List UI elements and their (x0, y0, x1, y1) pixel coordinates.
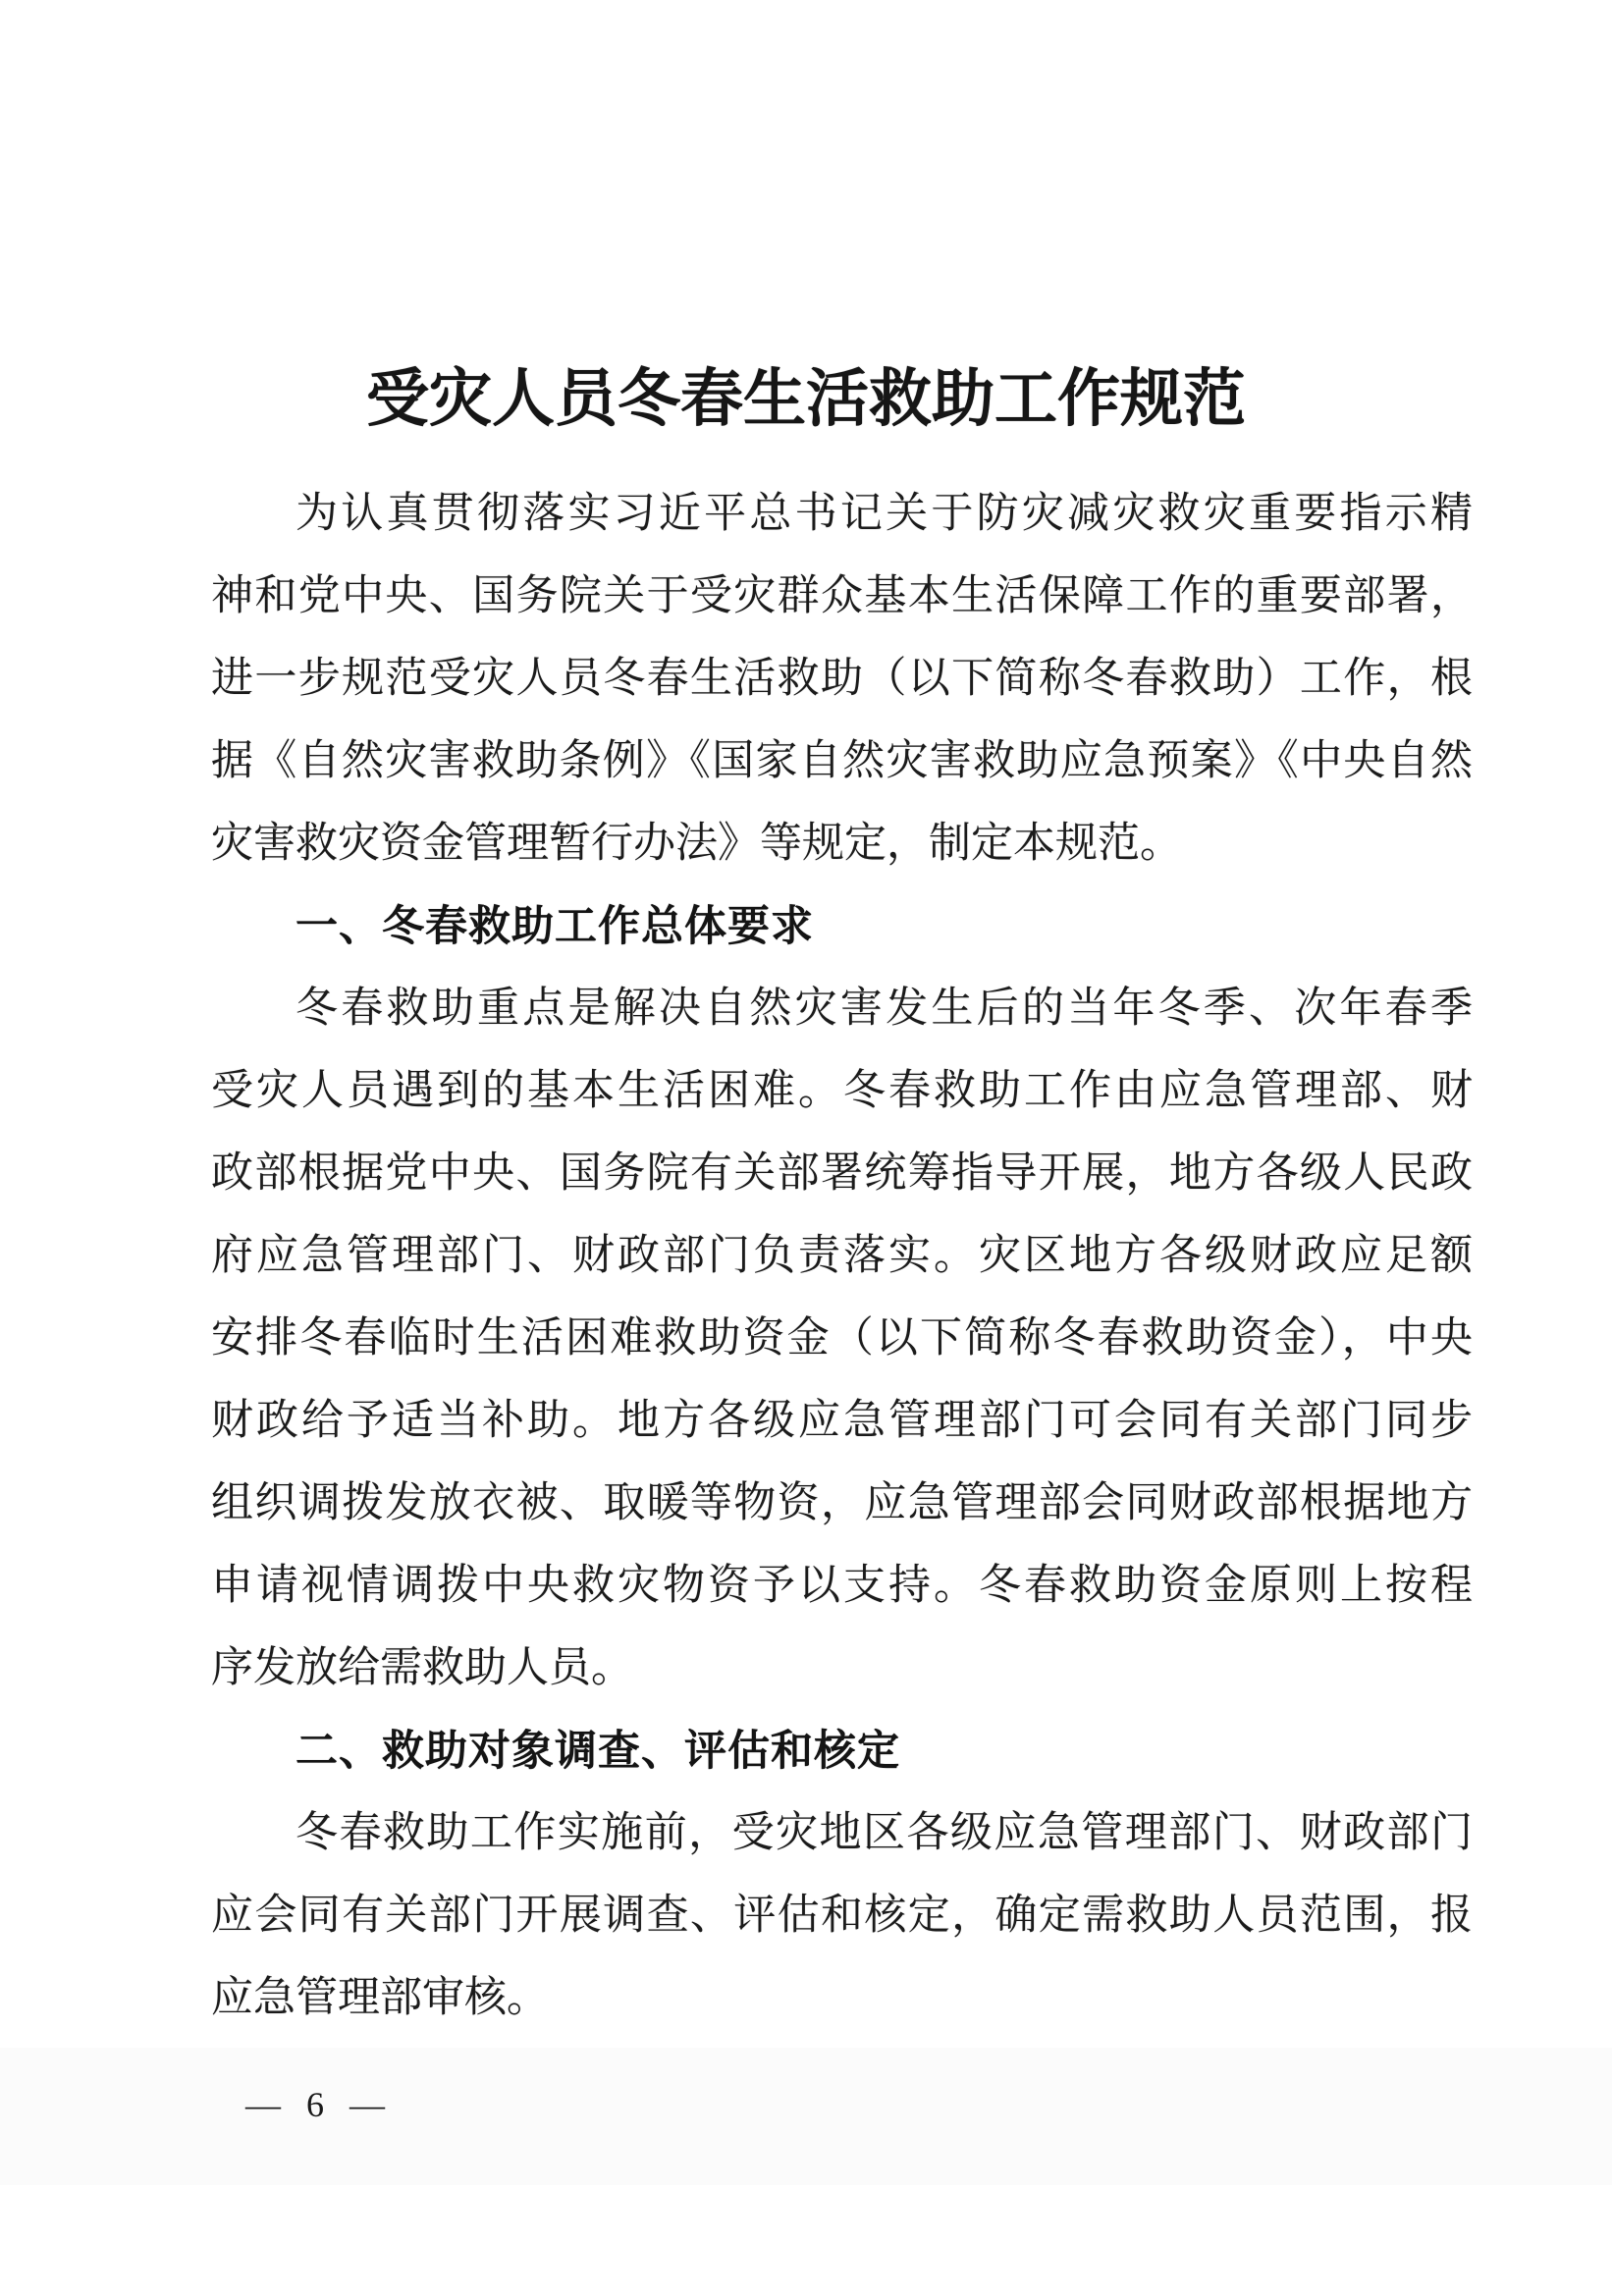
text-line: 应会同有关部门开展调查、评估和核定，确定需救助人员范围，报 (211, 1893, 1473, 1939)
text-line: 神和党中央、国务院关于受灾群众基本生活保障工作的重要部署， (211, 573, 1473, 619)
page-footer (245, 2087, 385, 2122)
text-line: 受灾人员遇到的基本生活困难。冬春救助工作由应急管理部、财 (211, 1068, 1473, 1114)
text-line: 据《自然灾害救助条例》《国家自然灾害救助应急预案》《中央自然 (211, 738, 1473, 784)
text-line: 冬春救助重点是解决自然灾害发生后的当年冬季、次年春季 (296, 986, 1473, 1032)
section-heading: 二、救助对象调查、评估和核定 (296, 1728, 900, 1775)
text-line: 序发放给需救助人员。 (211, 1645, 633, 1691)
document-title: 受灾人员冬春生活救助工作规范 (366, 364, 1246, 434)
text-line: 组织调拨发放衣被、取暖等物资，应急管理部会同财政部根据地方 (211, 1480, 1473, 1526)
text-line: 安排冬春临时生活困难救助资金（以下简称冬春救助资金），中央 (211, 1315, 1473, 1362)
text-line: 政部根据党中央、国务院有关部署统筹指导开展，地方各级人民政 (211, 1150, 1473, 1197)
text-line: 府应急管理部门、财政部门负责落实。灾区地方各级财政应足额 (211, 1233, 1473, 1279)
footer-dash-left: — (245, 2085, 281, 2124)
text-line: 应急管理部审核。 (211, 1975, 549, 2021)
document-body (211, 473, 1473, 2040)
text-line: 财政给予适当补助。地方各级应急管理部门可会同有关部门同步 (211, 1398, 1473, 1444)
footer-dash-right: — (349, 2085, 385, 2124)
page-number: 6 (306, 2085, 324, 2124)
text-line: 灾害救灾资金管理暂行办法》等规定，制定本规范。 (211, 821, 1182, 867)
section-heading: 一、冬春救助工作总体要求 (296, 903, 814, 950)
text-line: 冬春救助工作实施前，受灾地区各级应急管理部门、财政部门 (296, 1810, 1473, 1856)
text-line: 为认真贯彻落实习近平总书记关于防灾减灾救灾重要指示精 (296, 491, 1473, 537)
text-line: 进一步规范受灾人员冬春生活救助（以下简称冬春救助）工作，根 (211, 656, 1473, 702)
text-line: 申请视情调拨中央救灾物资予以支持。冬春救助资金原则上按程 (211, 1563, 1473, 1609)
